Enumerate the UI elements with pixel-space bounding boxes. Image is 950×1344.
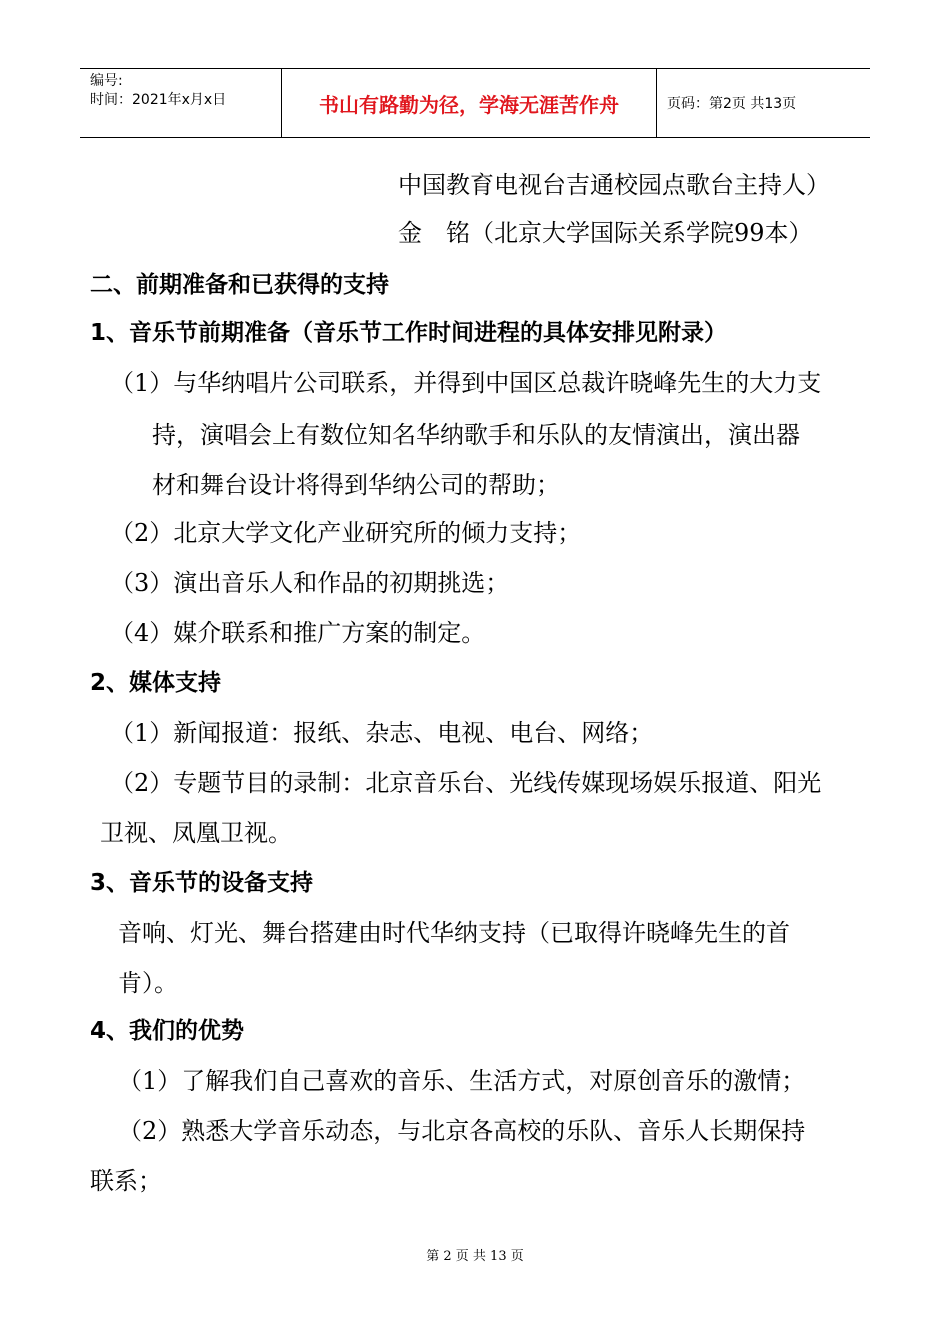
subsection-heading: 4、我们的优势 (90, 1018, 245, 1044)
body-line: 中国教育电视台吉通校园点歌台主持人） (398, 171, 830, 199)
body-line: （2）专题节目的录制：北京音乐台、光线传媒现场娱乐报道、阳光 (110, 769, 822, 797)
body-line: 金 铭（北京大学国际关系学院99本） (398, 219, 813, 247)
body-line: 音响、灯光、舞台搭建由时代华纳支持（已取得许晓峰先生的首 (118, 919, 790, 947)
subsection-heading: 2、媒体支持 (90, 670, 222, 696)
body-line: 卫视、凤凰卫视。 (100, 819, 292, 847)
body-line: （3）演出音乐人和作品的初期挑选； (110, 569, 510, 597)
body-line: 材和舞台设计将得到华纳公司的帮助； (152, 471, 560, 499)
section-heading: 二、前期准备和已获得的支持 (90, 272, 389, 298)
body-line: 持，演唱会上有数位知名华纳歌手和乐队的友情演出，演出器 (152, 421, 800, 449)
body-line: （1）与华纳唱片公司联系，并得到中国区总裁许晓峰先生的大力支 (110, 369, 822, 397)
body-line: 联系； (90, 1167, 162, 1195)
header-time-label: 时间：2021年x月x日 (90, 92, 227, 108)
subsection-heading: 1、音乐节前期准备（音乐节工作时间进程的具体安排见附录） (90, 320, 728, 346)
body-line: （2）熟悉大学音乐动态，与北京各高校的乐队、音乐人长期保持 (118, 1117, 806, 1145)
header-page-info: 页码：第2页 共13页 (667, 96, 797, 112)
body-line: （4）媒介联系和推广方案的制定。 (110, 619, 486, 647)
document-header (80, 68, 870, 138)
subsection-heading: 3、音乐节的设备支持 (90, 870, 314, 896)
body-line: （1）新闻报道：报纸、杂志、电视、电台、网络； (110, 719, 654, 747)
body-line: （1）了解我们自己喜欢的音乐、生活方式，对原创音乐的激情； (118, 1067, 806, 1095)
header-meta (80, 69, 282, 137)
page-footer: 第 2 页 共 13 页 (426, 1249, 524, 1264)
header-number-label: 编号: (90, 73, 123, 89)
body-line: 肯）。 (118, 969, 178, 997)
body-line: （2）北京大学文化产业研究所的倾力支持； (110, 519, 582, 547)
header-motto: 书山有路勤为径，学海无涯苦作舟 (282, 69, 657, 137)
